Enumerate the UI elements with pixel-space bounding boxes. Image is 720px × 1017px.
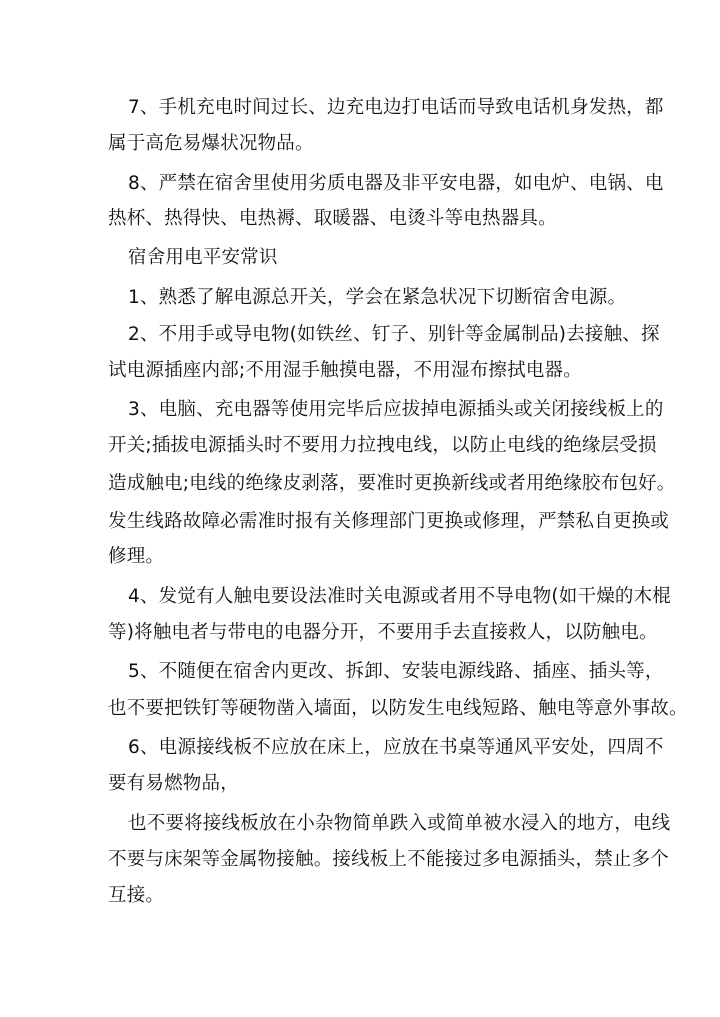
paragraph-line: 发生线路故障必需准时报有关修理部门更换或修理，严禁私自更换或: [108, 511, 670, 532]
paragraph-line: 要有易燃物品，: [108, 773, 239, 794]
paragraph-line: 不要与床架等金属物接触。接线板上不能接过多电源插头，禁止多个: [108, 849, 670, 870]
paragraph-line: 也不要将接线板放在小杂物简单跌入或简单被水浸入的地方，电线: [128, 813, 671, 834]
paragraph-line: 开关;插拔电源插头时不要用力拉拽电线，以防止电线的绝缘层受损: [108, 435, 657, 456]
paragraph-line: 5、不随便在宿舍内更改、拆卸、安装电源线路、插座、插头等，: [128, 661, 664, 682]
paragraph-line: 修理。: [108, 546, 165, 567]
paragraph-line: 1、熟悉了解电源总开关，学会在紧急状况下切断宿舍电源。: [128, 287, 627, 308]
paragraph-line: 4、发觉有人触电要设法准时关电源或者用不导电物(如干燥的木棍: [128, 586, 671, 607]
paragraph-line: 2、不用手或导电物(如铁丝、钉子、别针等金属制品)去接触、探: [128, 324, 660, 345]
section-heading: 宿舍用电平安常识: [128, 247, 278, 268]
paragraph-line: 等)将触电者与带电的电器分开，不要用手去直接救人，以防触电。: [108, 622, 658, 643]
paragraph-line: 7、手机充电时间过长、边充电边打电话而导致电话机身发热，都: [128, 97, 664, 118]
paragraph-line: 属于高危易爆状况物品。: [108, 133, 314, 154]
paragraph-line: 热杯、热得快、电热褥、取暖器、电烫斗等电热器具。: [108, 208, 557, 229]
paragraph-line: 试电源插座内部;不用湿手触摸电器，不用湿布擦拭电器。: [108, 360, 582, 381]
paragraph-line: 6、电源接线板不应放在床上，应放在书桌等通风平安处，四周不: [128, 737, 664, 758]
paragraph-line: 3、电脑、充电器等使用完毕后应拔掉电源插头或关闭接线板上的: [128, 399, 664, 420]
paragraph-line: 也不要把铁钉等硬物凿入墙面，以防发生电线短路、触电等意外事故。: [108, 698, 688, 719]
paragraph-line: 8、严禁在宿舍里使用劣质电器及非平安电器，如电炉、电锅、电: [128, 173, 664, 194]
paragraph-line: 造成触电;电线的绝缘皮剥落，要准时更换新线或者用绝缘胶布包好。: [108, 473, 676, 494]
paragraph-line: 互接。: [108, 885, 165, 906]
